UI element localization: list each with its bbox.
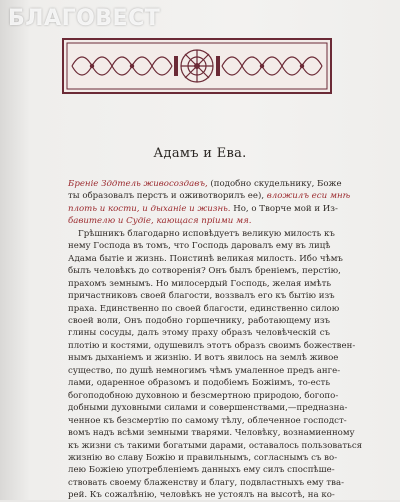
body-line: Грѣшникъ благодарно исповѣдуетъ великую милость къ	[78, 228, 335, 239]
text-block	[68, 178, 363, 502]
body-line: ствовать своему блаженству и благу, подвластныхъ ему тва-	[68, 477, 344, 488]
body-line: нему Господа въ томъ, что Господь даровалъ ему въ лицѣ	[68, 241, 331, 252]
body-line: плотію и костями, одушевилъ этотъ образъ своимъ божествен-	[68, 340, 356, 351]
body-line: рей. Къ сожалѣнію, человѣкъ не устоялъ на высотѣ, на ко-	[68, 490, 335, 501]
epigraph-red: бавителю и Судіе, кающася пріими мя.	[68, 216, 252, 227]
epigraph-line	[68, 190, 351, 202]
body-line: праха. Единственно по своей благости, единственно силою	[68, 303, 340, 314]
body-line: лами, одаренное образомъ и подобіемъ Божіимъ, то-есть	[68, 378, 330, 389]
epigraph-red: плоть и кости, и дыханіе и жизнь.	[68, 203, 231, 214]
body-line: существо, по душѣ немногимъ чѣмъ умаленное предъ анге-	[68, 365, 341, 376]
body-line: своей воли, Онъ подобно горшечнику, работающему изъ	[68, 315, 330, 326]
body-line: причастниковъ своей благости, воззвалъ его къ бытію изъ	[68, 291, 335, 302]
epigraph-line	[68, 178, 342, 190]
epigraph-red: Бреніе Зддтель живосоздавъ,	[68, 179, 208, 189]
body-line: ченное къ безсмертію по самому тѣлу, облеченное господст-	[68, 415, 347, 426]
epigraph-line	[68, 203, 338, 215]
epigraph-red: вложилъ еси мнѣ	[264, 191, 351, 202]
epigraph-black: ты образовалъ перстъ и оживотворилъ ее),	[68, 191, 265, 202]
body-line: былъ человѣкъ до сотворенія? Онъ былъ бреніемъ, перстію,	[68, 266, 341, 277]
epigraph-black: (подобно скудельнику, Боже	[207, 179, 342, 189]
body-line: добными духовными силами и совершенствами,—предназна-	[68, 403, 348, 414]
watermark-logo: БЛАГОВЕСТ	[8, 6, 161, 31]
chapter-title: Адамъ и Ева.	[153, 146, 247, 161]
body-line: лею Божіею употребленіемъ данныхъ ему силъ споспѣше-	[68, 465, 335, 476]
epigraph-line	[68, 215, 330, 227]
body-line: жизнію во славу Божію и правильнымъ, согласнымъ съ во-	[68, 452, 338, 463]
body-line: Адама бытіе и жизнь. Поистинѣ великая милость. Ибо чѣмъ	[68, 253, 343, 264]
body-line: вомъ надъ всѣми земными тварями. Человѣку, вознамиенному	[68, 428, 355, 439]
body-line: прахомъ земнымъ. Но милосердый Господь, желая имѣть	[68, 278, 332, 289]
epigraph-black: Но, о Творче мой и Из-	[230, 203, 338, 214]
body-line: глины сосуды, далъ этому праху образъ человѣческій съ	[68, 328, 330, 339]
body-line: къ жизни съ такими богатыми дарами, оставалось пользоваться	[68, 440, 363, 451]
body-line: богоподобною духовною и безсмертною природою, богопо-	[68, 390, 339, 401]
body-line: нымъ дыханіемъ и жизнію. И вотъ явилось на землѣ живое	[68, 353, 339, 364]
ornamental-headpiece	[62, 38, 332, 94]
